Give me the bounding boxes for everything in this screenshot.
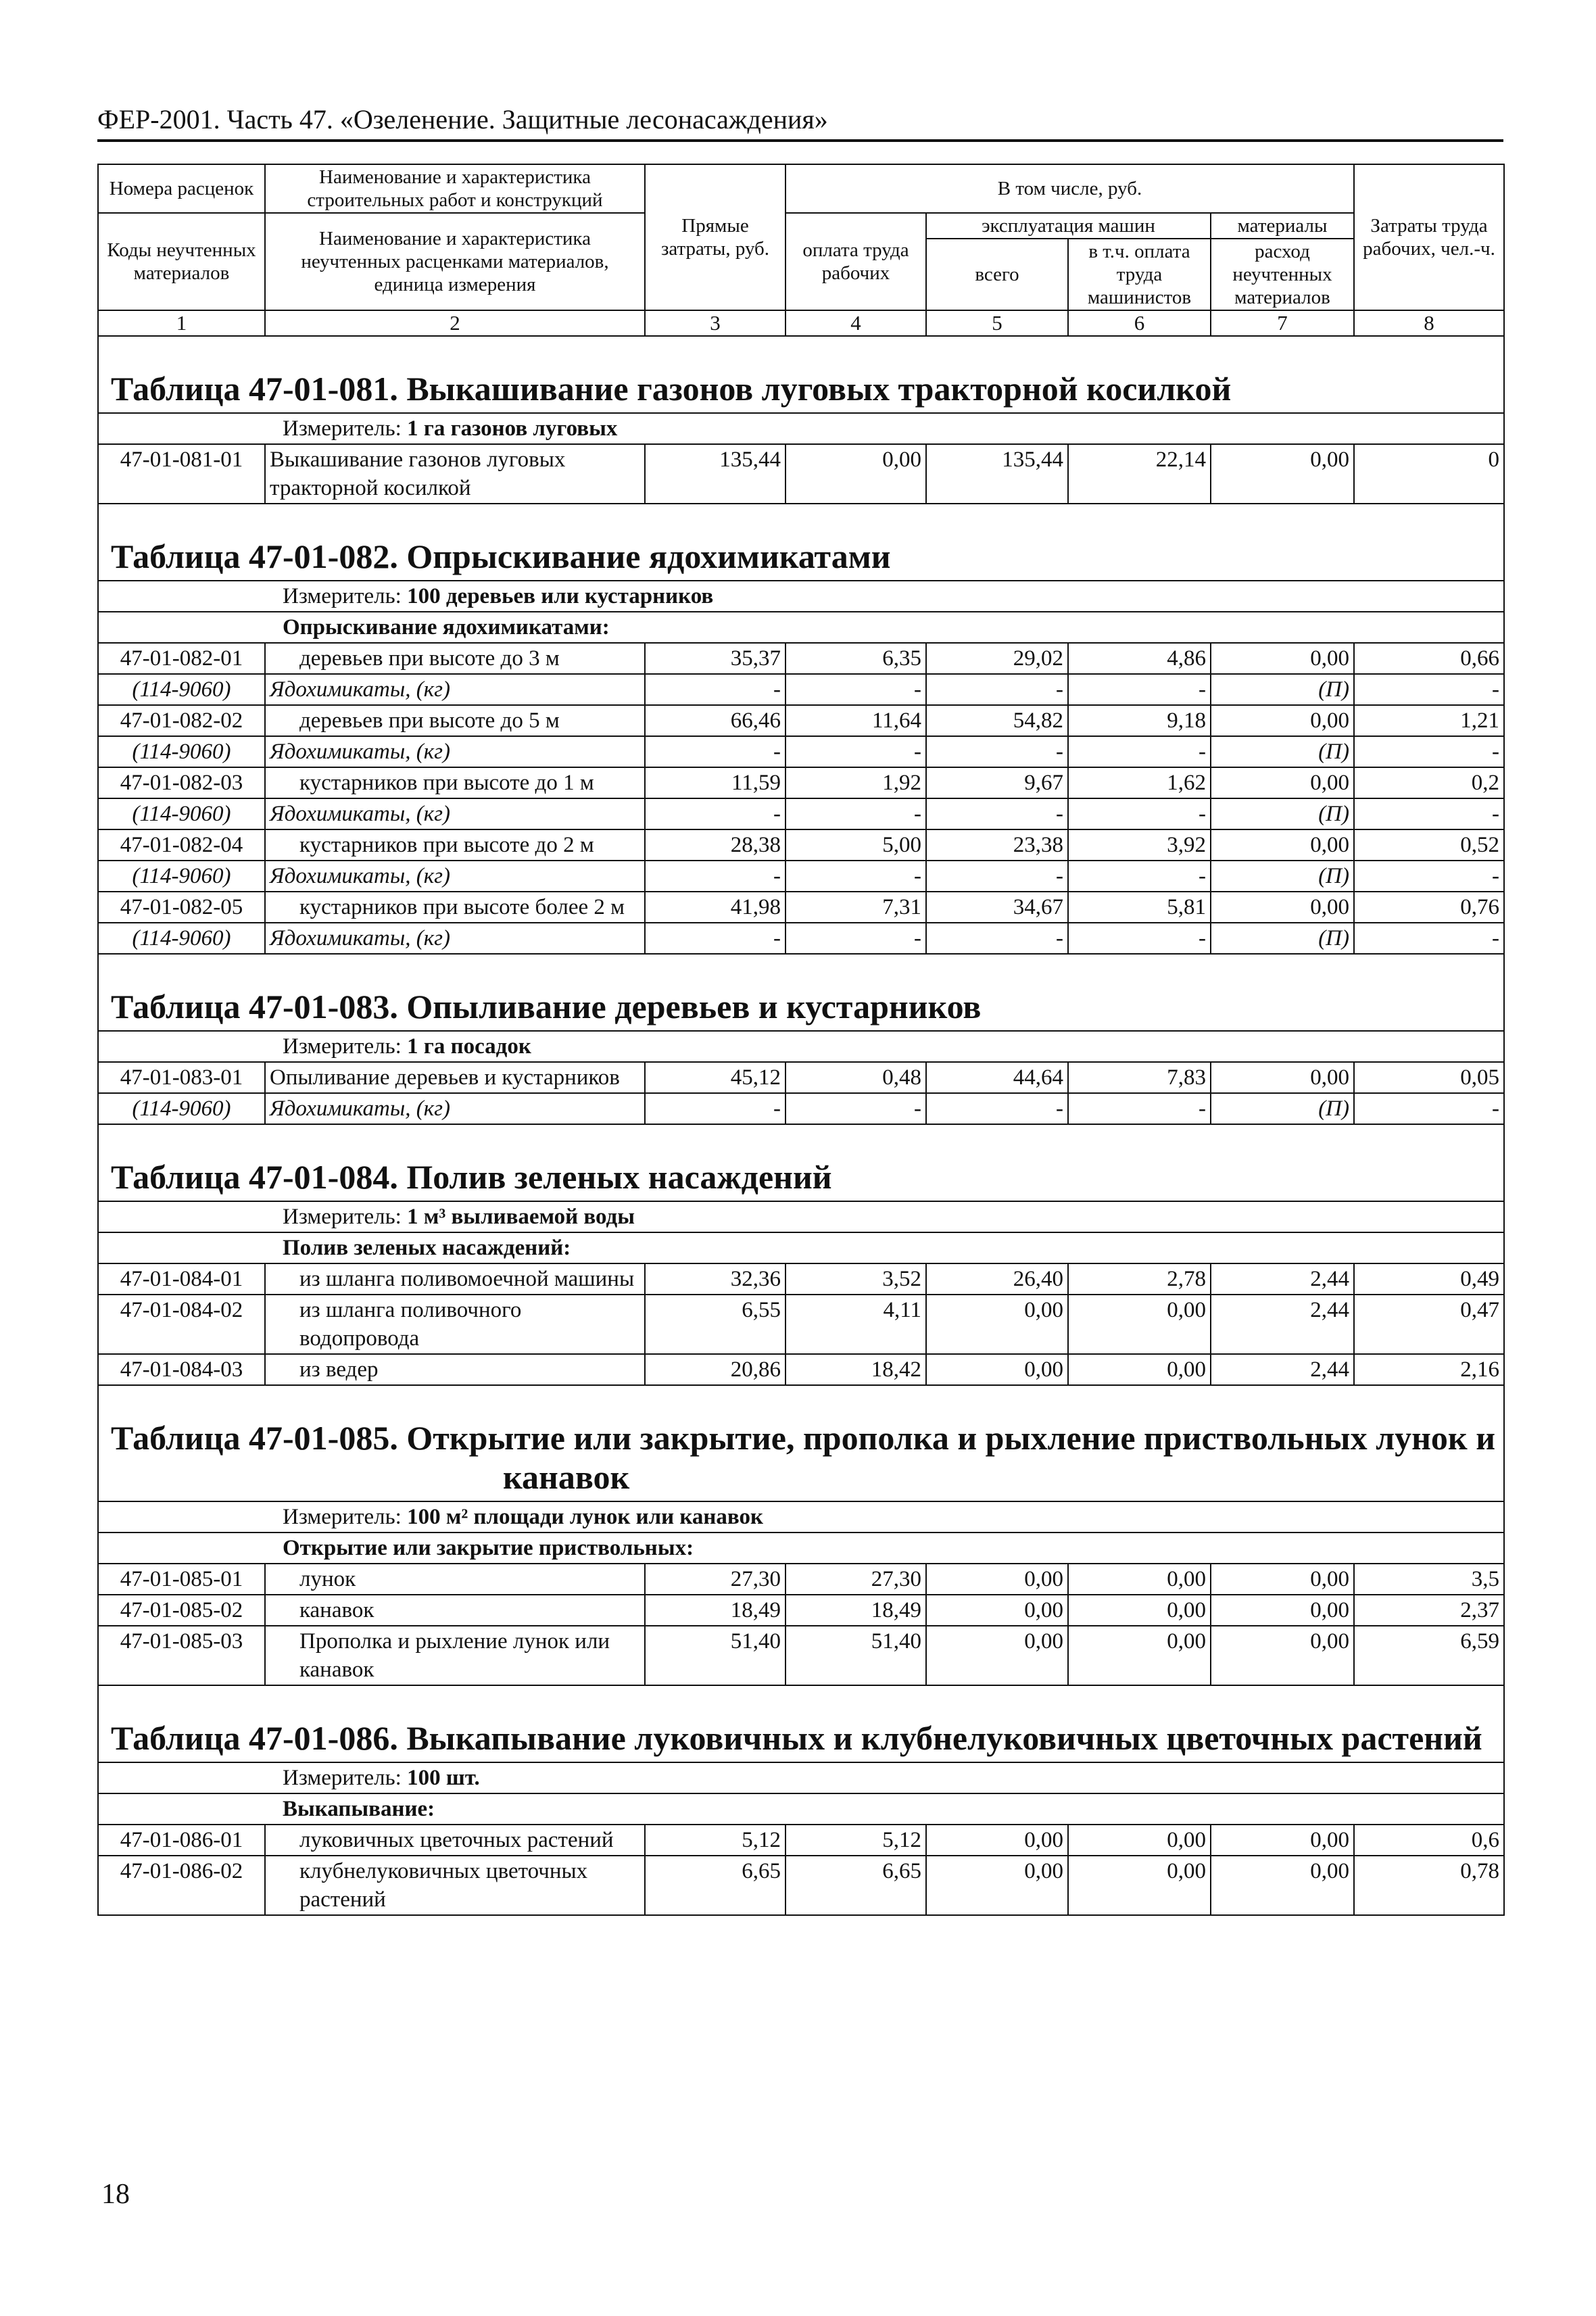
col8-header: Затраты труда рабочих, чел.-ч. (1354, 164, 1504, 310)
row-value-c4: 27,30 (785, 1564, 926, 1595)
material-row (98, 674, 1504, 705)
row-value-c5: - (926, 674, 1068, 705)
row-value-c5: 0,00 (926, 1354, 1068, 1385)
row-value-c6: - (1068, 798, 1211, 829)
table-row (98, 643, 1504, 674)
column-number: 2 (265, 310, 645, 336)
subheader: Выкапывание: (98, 1793, 1504, 1825)
measure-cell (98, 1031, 1504, 1062)
row-value-c4: - (785, 923, 926, 954)
row-value-c4: 11,64 (785, 705, 926, 736)
row-name: Прополка и рыхление лунок или канавок (265, 1626, 645, 1685)
column-number: 6 (1068, 310, 1211, 336)
row-value-c6: - (1068, 923, 1211, 954)
row-value-c5: - (926, 923, 1068, 954)
row-value-c4: 0,00 (785, 444, 926, 504)
section-title (98, 1685, 1504, 1762)
row-value-c4: - (785, 674, 926, 705)
row-value-c6: 0,00 (1068, 1825, 1211, 1856)
row-code: 47-01-084-02 (98, 1295, 265, 1354)
row-value-c7: 0,00 (1211, 829, 1354, 861)
row-value-c3: 66,46 (645, 705, 785, 736)
row-value-c6: 0,00 (1068, 1595, 1211, 1626)
row-name: Ядохимикаты, (кг) (265, 861, 645, 892)
row-value-c6: 3,92 (1068, 829, 1211, 861)
row-name: лунок (265, 1564, 645, 1595)
table-row (98, 705, 1504, 736)
row-value-c8: 3,5 (1354, 1564, 1504, 1595)
row-code: 47-01-082-01 (98, 643, 265, 674)
section-title-text: Таблица 47-01-085. Открытие или закрытие, прополка и рыхление приствольных лунок и канавок (111, 1419, 1496, 1496)
measure-value: 1 га посадок (407, 1034, 531, 1059)
page-header: ФЕР-2001. Часть 47. «Озеленение. Защитные лесонасаждения» (97, 104, 1503, 142)
section-title (98, 1124, 1504, 1201)
row-value-c8: 0,66 (1354, 643, 1504, 674)
row-code: (114-9060) (98, 798, 265, 829)
subheader-row (98, 1533, 1504, 1564)
row-value-c5: 0,00 (926, 1825, 1068, 1856)
row-value-c7: 2,44 (1211, 1263, 1354, 1295)
row-value-c5: 54,82 (926, 705, 1068, 736)
row-value-c8: 2,16 (1354, 1354, 1504, 1385)
row-value-c6: - (1068, 861, 1211, 892)
section-title (98, 1385, 1504, 1501)
measure-row (98, 1031, 1504, 1062)
row-value-c6: 5,81 (1068, 892, 1211, 923)
row-value-c6: 2,78 (1068, 1263, 1211, 1295)
row-value-c8: 0,76 (1354, 892, 1504, 923)
row-value-c8: 2,37 (1354, 1595, 1504, 1626)
measure-cell (98, 581, 1504, 612)
row-value-c4: 6,65 (785, 1856, 926, 1915)
row-value-c5: 0,00 (926, 1295, 1068, 1354)
col3-header: Прямые затраты, руб. (645, 164, 785, 310)
row-value-c4: 5,00 (785, 829, 926, 861)
column-number: 1 (98, 310, 265, 336)
row-code: (114-9060) (98, 674, 265, 705)
row-value-c6: 0,00 (1068, 1295, 1211, 1354)
row-value-c7: 0,00 (1211, 1825, 1354, 1856)
row-value-c5: 34,67 (926, 892, 1068, 923)
row-code: 47-01-082-04 (98, 829, 265, 861)
table-row (98, 1295, 1504, 1354)
row-name: кустарников при высоте более 2 м (265, 892, 645, 923)
row-value-c5: - (926, 1093, 1068, 1124)
table-row (98, 1856, 1504, 1915)
row-value-c5: 0,00 (926, 1595, 1068, 1626)
measure-cell (98, 1501, 1504, 1533)
measure-cell (98, 1762, 1504, 1793)
row-name: Опыливание деревьев и кустарников (265, 1062, 645, 1093)
row-value-c3: - (645, 861, 785, 892)
row-value-c4: 6,35 (785, 643, 926, 674)
table-body (98, 336, 1504, 1915)
row-value-c3: 41,98 (645, 892, 785, 923)
row-value-c3: - (645, 1093, 785, 1124)
measure-label: Измеритель: (283, 1034, 402, 1059)
row-value-c3: - (645, 923, 785, 954)
row-value-c6: 0,00 (1068, 1354, 1211, 1385)
row-value-c8: 0,47 (1354, 1295, 1504, 1354)
row-name: из шланга поливочного водопровода (265, 1295, 645, 1354)
section-title-text: Таблица 47-01-084. Полив зеленых насаждений (111, 1158, 832, 1196)
column-number: 4 (785, 310, 926, 336)
row-value-c8: - (1354, 798, 1504, 829)
row-value-c7: (П) (1211, 674, 1354, 705)
row-name: клубнелуковичных цветочных растений (265, 1856, 645, 1915)
row-value-c8: - (1354, 1093, 1504, 1124)
subheader: Полив зеленых насаждений: (98, 1232, 1504, 1263)
row-value-c7: 0,00 (1211, 767, 1354, 798)
row-value-c7: (П) (1211, 736, 1354, 767)
row-value-c8: 0,78 (1354, 1856, 1504, 1915)
row-value-c8: - (1354, 923, 1504, 954)
table-row (98, 829, 1504, 861)
row-value-c7: 0,00 (1211, 643, 1354, 674)
row-value-c4: 3,52 (785, 1263, 926, 1295)
row-value-c7: (П) (1211, 861, 1354, 892)
row-value-c7: 0,00 (1211, 1062, 1354, 1093)
table-row (98, 1062, 1504, 1093)
col4-header: оплата труда рабочих (785, 213, 926, 310)
row-value-c3: 28,38 (645, 829, 785, 861)
row-code: 47-01-086-01 (98, 1825, 265, 1856)
section-title-row (98, 954, 1504, 1031)
row-value-c6: 9,18 (1068, 705, 1211, 736)
row-value-c4: 5,12 (785, 1825, 926, 1856)
material-row (98, 923, 1504, 954)
row-value-c6: 0,00 (1068, 1856, 1211, 1915)
measure-value: 1 м³ выливаемой воды (407, 1205, 635, 1229)
row-name: Ядохимикаты, (кг) (265, 923, 645, 954)
table-row (98, 1564, 1504, 1595)
material-row (98, 798, 1504, 829)
row-value-c7: (П) (1211, 923, 1354, 954)
row-value-c3: 51,40 (645, 1626, 785, 1685)
row-code: 47-01-083-01 (98, 1062, 265, 1093)
row-code: 47-01-085-02 (98, 1595, 265, 1626)
row-value-c4: - (785, 861, 926, 892)
row-value-c8: 0,6 (1354, 1825, 1504, 1856)
row-value-c5: 44,64 (926, 1062, 1068, 1093)
row-value-c6: - (1068, 736, 1211, 767)
measure-label: Измеритель: (283, 1766, 402, 1790)
row-value-c3: - (645, 674, 785, 705)
row-value-c6: 0,00 (1068, 1626, 1211, 1685)
section-title-row (98, 1124, 1504, 1201)
row-code: 47-01-082-02 (98, 705, 265, 736)
row-code: 47-01-086-02 (98, 1856, 265, 1915)
row-name: Ядохимикаты, (кг) (265, 674, 645, 705)
section-title-row (98, 336, 1504, 413)
row-value-c4: - (785, 1093, 926, 1124)
col1-header-bottom: Коды неучтенных материалов (98, 213, 265, 310)
table-row (98, 767, 1504, 798)
row-value-c6: 4,86 (1068, 643, 1211, 674)
row-value-c7: 0,00 (1211, 705, 1354, 736)
row-value-c4: - (785, 736, 926, 767)
row-value-c5: 135,44 (926, 444, 1068, 504)
measure-label: Измеритель: (283, 416, 402, 441)
row-value-c5: 26,40 (926, 1263, 1068, 1295)
row-value-c5: - (926, 861, 1068, 892)
measure-value: 100 деревьев или кустарников (407, 584, 714, 608)
row-value-c8: 1,21 (1354, 705, 1504, 736)
row-value-c5: - (926, 736, 1068, 767)
row-code: 47-01-084-01 (98, 1263, 265, 1295)
row-value-c3: - (645, 798, 785, 829)
measure-cell (98, 1201, 1504, 1232)
measure-cell (98, 413, 1504, 444)
col7-header: расход неучтенных материалов (1211, 239, 1354, 310)
section-title-text: Таблица 47-01-086. Выкапывание луковичных и клубнелуковичных цветочных растений (111, 1719, 1482, 1757)
section-title-row (98, 1385, 1504, 1501)
section-title-row (98, 1685, 1504, 1762)
row-code: 47-01-085-01 (98, 1564, 265, 1595)
table-row (98, 1263, 1504, 1295)
row-value-c7: 2,44 (1211, 1295, 1354, 1354)
measure-value: 1 га газонов луговых (407, 416, 618, 441)
column-number: 8 (1354, 310, 1504, 336)
row-value-c7: (П) (1211, 798, 1354, 829)
row-value-c7: 0,00 (1211, 1595, 1354, 1626)
row-value-c7: 2,44 (1211, 1354, 1354, 1385)
subheader: Опрыскивание ядохимикатами: (98, 612, 1504, 643)
column-number: 3 (645, 310, 785, 336)
row-value-c7: 0,00 (1211, 1564, 1354, 1595)
row-value-c4: 1,92 (785, 767, 926, 798)
col2-header-bottom: Наименование и характеристика неучтенных расценками материалов, единица измерения (265, 213, 645, 310)
row-name: деревьев при высоте до 3 м (265, 643, 645, 674)
row-value-c4: 51,40 (785, 1626, 926, 1685)
row-code: 47-01-081-01 (98, 444, 265, 504)
row-value-c8: 6,59 (1354, 1626, 1504, 1685)
row-code: 47-01-082-05 (98, 892, 265, 923)
measure-row (98, 1201, 1504, 1232)
row-value-c3: 11,59 (645, 767, 785, 798)
column-number: 5 (926, 310, 1068, 336)
table-row (98, 1626, 1504, 1685)
row-value-c4: - (785, 798, 926, 829)
row-value-c5: 9,67 (926, 767, 1068, 798)
section-title (98, 954, 1504, 1031)
materials-header: материалы (1211, 213, 1354, 239)
row-name: кустарников при высоте до 1 м (265, 767, 645, 798)
row-value-c8: 0,05 (1354, 1062, 1504, 1093)
measure-value: 100 шт. (407, 1766, 480, 1790)
section-title-row (98, 504, 1504, 581)
col2-header-top: Наименование и характеристика строительных работ и конструкций (265, 164, 645, 213)
row-value-c8: - (1354, 674, 1504, 705)
row-value-c5: 29,02 (926, 643, 1068, 674)
row-name: Ядохимикаты, (кг) (265, 736, 645, 767)
row-name: Выкашивание газонов луговых тракторной косилкой (265, 444, 645, 504)
row-name: луковичных цветочных растений (265, 1825, 645, 1856)
measure-row (98, 581, 1504, 612)
row-value-c3: 35,37 (645, 643, 785, 674)
table-row (98, 1825, 1504, 1856)
material-row (98, 1093, 1504, 1124)
column-number: 7 (1211, 310, 1354, 336)
row-value-c5: 0,00 (926, 1564, 1068, 1595)
row-value-c5: 0,00 (926, 1856, 1068, 1915)
row-code: 47-01-085-03 (98, 1626, 265, 1685)
row-code: (114-9060) (98, 923, 265, 954)
row-value-c8: - (1354, 861, 1504, 892)
row-value-c3: 6,55 (645, 1295, 785, 1354)
row-value-c4: 18,42 (785, 1354, 926, 1385)
row-name: кустарников при высоте до 2 м (265, 829, 645, 861)
row-value-c3: - (645, 736, 785, 767)
page-number: 18 (101, 2179, 130, 2210)
row-value-c8: 0,49 (1354, 1263, 1504, 1295)
measure-row (98, 1762, 1504, 1793)
row-value-c8: 0,52 (1354, 829, 1504, 861)
row-code: 47-01-082-03 (98, 767, 265, 798)
row-value-c8: 0 (1354, 444, 1504, 504)
row-name: канавок (265, 1595, 645, 1626)
row-value-c8: 0,2 (1354, 767, 1504, 798)
row-value-c3: 6,65 (645, 1856, 785, 1915)
row-name: деревьев при высоте до 5 м (265, 705, 645, 736)
row-value-c6: 1,62 (1068, 767, 1211, 798)
row-value-c4: 0,48 (785, 1062, 926, 1093)
subheader-row (98, 1793, 1504, 1825)
measure-label: Измеритель: (283, 1205, 402, 1229)
row-value-c4: 7,31 (785, 892, 926, 923)
row-value-c7: 0,00 (1211, 892, 1354, 923)
row-name: Ядохимикаты, (кг) (265, 798, 645, 829)
row-code: (114-9060) (98, 1093, 265, 1124)
row-value-c3: 5,12 (645, 1825, 785, 1856)
row-value-c3: 32,36 (645, 1263, 785, 1295)
material-row (98, 736, 1504, 767)
measure-value: 100 м² площади лунок или канавок (407, 1505, 764, 1529)
row-code: (114-9060) (98, 861, 265, 892)
machines-header: эксплуатация машин (926, 213, 1211, 239)
section-title-text: Таблица 47-01-081. Выкашивание газонов луговых тракторной косилкой (111, 370, 1232, 408)
row-value-c7: 0,00 (1211, 1626, 1354, 1685)
row-value-c7: (П) (1211, 1093, 1354, 1124)
section-title-text: Таблица 47-01-083. Опыливание деревьев и кустарников (111, 988, 982, 1026)
row-value-c5: - (926, 798, 1068, 829)
row-name: из ведер (265, 1354, 645, 1385)
col5-header: всего (926, 239, 1068, 310)
group-header: В том числе, руб. (785, 164, 1354, 213)
row-name: Ядохимикаты, (кг) (265, 1093, 645, 1124)
row-value-c3: 20,86 (645, 1354, 785, 1385)
row-value-c6: 7,83 (1068, 1062, 1211, 1093)
row-value-c3: 45,12 (645, 1062, 785, 1093)
row-code: (114-9060) (98, 736, 265, 767)
measure-label: Измеритель: (283, 1505, 402, 1529)
row-code: 47-01-084-03 (98, 1354, 265, 1385)
col6-header: в т.ч. оплата труда машинистов (1068, 239, 1211, 310)
row-value-c3: 135,44 (645, 444, 785, 504)
measure-row (98, 1501, 1504, 1533)
row-value-c6: 0,00 (1068, 1564, 1211, 1595)
row-value-c5: 23,38 (926, 829, 1068, 861)
row-value-c5: 0,00 (926, 1626, 1068, 1685)
row-value-c6: - (1068, 1093, 1211, 1124)
column-numbers-row (98, 310, 1504, 336)
measure-label: Измеритель: (283, 584, 402, 608)
table-row (98, 892, 1504, 923)
row-value-c7: 0,00 (1211, 444, 1354, 504)
row-name: из шланга поливомоечной машины (265, 1263, 645, 1295)
row-value-c6: - (1068, 674, 1211, 705)
measure-row (98, 413, 1504, 444)
rates-table (97, 164, 1505, 1916)
row-value-c6: 22,14 (1068, 444, 1211, 504)
row-value-c4: 18,49 (785, 1595, 926, 1626)
col1-header-top: Номера расценок (98, 164, 265, 213)
subheader-row (98, 1232, 1504, 1263)
table-row (98, 1354, 1504, 1385)
row-value-c3: 27,30 (645, 1564, 785, 1595)
material-row (98, 861, 1504, 892)
row-value-c7: 0,00 (1211, 1856, 1354, 1915)
row-value-c8: - (1354, 736, 1504, 767)
section-title (98, 336, 1504, 413)
table-row (98, 444, 1504, 504)
row-value-c3: 18,49 (645, 1595, 785, 1626)
row-value-c4: 4,11 (785, 1295, 926, 1354)
subheader: Открытие или закрытие приствольных: (98, 1533, 1504, 1564)
section-title-text: Таблица 47-01-082. Опрыскивание ядохимикатами (111, 537, 891, 575)
table-row (98, 1595, 1504, 1626)
section-title (98, 504, 1504, 581)
subheader-row (98, 612, 1504, 643)
